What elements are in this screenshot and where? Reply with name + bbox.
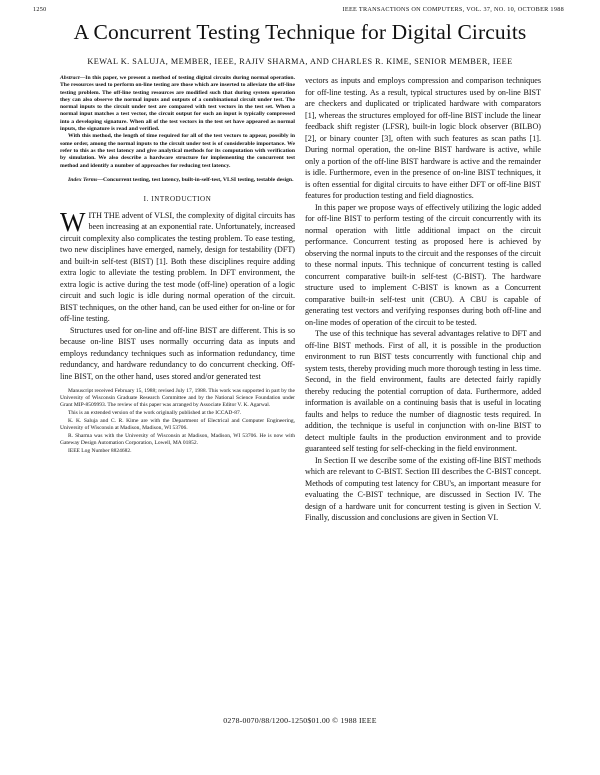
page-number: 1250	[33, 6, 47, 13]
index-terms-text: Concurrent testing, test latency, built-in-self-test, VLSI testing, testable design.	[103, 176, 294, 183]
intro-paragraph-2: Structures used for on-line and off-line BIST are different. This is so because on-line BIST uses normally occurring data as inputs and employs redundancy techniques such as information redundancy, time redundancy, and hardware redundancy to do concurrent checking. Off-line BIST, on the other hand, uses stored and/or generated test	[60, 325, 295, 381]
footnote-4: R. Sharma was with the University of Wisconsin at Madison, Madison, WI 53706. He is now with Gateway Design Automation Corporation, Lowell, MA 01852.	[60, 433, 295, 447]
right-column	[305, 75, 541, 524]
copyright-footer: 0278-0070/88/1200-1250$01.00 © 1988 IEEE	[223, 716, 377, 725]
body-paragraph-continued: vectors as inputs and employs compression and comparison techniques for off-line testing. As a result, typical structures used by on-line BIST are checkers and duplicated or triplicated hardware with comparators [1], whereas the structures employed for off-line BIST include the linear feedback shift register (LFSR), built-in logic block observer (BILBO) [2], or binary counter [3], often with such features as scan paths [1]. During normal operation, the on-line BIST hardware is active, while only a portion of the off-line BIST hardware is active and the remainder is idle. Furthermore, even in the presence of on-line BIST techniques, it is often essential for digital circuits to have either DFT or off-line BIST features for production testing and field diagnostics.	[305, 76, 541, 200]
paper-title: A Concurrent Testing Technique for Digital Circuits	[73, 20, 527, 44]
footnote-3: K. K. Saluja and C. R. Kime are with the Department of Electrical and Computer Engineering, University of Wisconsin at Madison, Madison, WI 53706.	[60, 418, 295, 432]
intro-paragraph-1-text: ITH THE advent of VLSI, the complexity of digital circuits has been increasing at an exponential rate. Unfortunately, increased circuit complexity also complicates the testing problem. To ease testing, two new disciplines have emerged, namely, design for testability (DFT) and built-in self-test (BIST) [1]. Both these disciplines require adding extra logic to alleviate the testing problem. In DFT environment, the extra logic is active during the test mode (off-line) operation of a logic circuit and such logic is idle during normal operation of the circuit. BIST techniques, on the other hand, can be used either for on-line or for off-line testing.	[60, 210, 295, 324]
section-heading-introduction: I. INTRODUCTION	[143, 195, 212, 204]
left-column	[60, 75, 295, 456]
author-line: KEWAL K. SALUJA, MEMBER, IEEE, RAJIV SHARMA, AND CHARLES R. KIME, SENIOR MEMBER, IEEE	[87, 57, 513, 66]
abstract-label: Abstract—	[60, 75, 86, 81]
abstract-paragraph-2: With this method, the length of time required for all of the test vectors to appear, possibly in some order, among the normal inputs to the circuit under test is of considerable importance. We refer to this as the test latency and give analytical methods for its computation with verification by simulation. We also describe a hardware structure for implementing the concurrent test method and identify a number of approaches for reducing test latency.	[60, 133, 295, 169]
intro-paragraph-1	[60, 206, 295, 325]
footnote-5: IEEE Log Number 8824682.	[68, 448, 132, 455]
body-paragraph-4: In Section II we describe some of the existing off-line BIST methods which are relevant to C-BIST. Section III describes the C-BIST concept. Methods of computing test latency for CBU's, an important measure for evaluating the C-BIST technique, are discussed in Section IV. The design of a hardware unit for concurrent testing is given in Section V. Finally, discussion and conclusions are given in Section VI.	[305, 455, 541, 522]
index-terms-label: Index Terms—	[68, 176, 104, 183]
drop-cap: W	[60, 206, 86, 237]
abstract	[60, 75, 295, 170]
footnote-1: Manuscript received February 15, 1988; revised July 17, 1988. This work was supported in part by the University of Wisconsin Graduate Research Committee and by the National Science Foundation under Grant MIP-8509993. The review of this paper was arranged by Associate Editor V. K. Agarwal.	[60, 388, 295, 409]
journal-header: IEEE TRANSACTIONS ON COMPUTERS, VOL. 37, NO. 10, OCTOBER 1988	[342, 6, 564, 13]
footnote-2: This is an extended version of the work originally published at the ICCAD-87.	[68, 410, 242, 417]
abstract-paragraph-1: In this paper, we present a method of testing digital circuits during normal operation. The resources used to perform on-line testing are those which are inserted to alleviate the off-line testing problem. The off-line testing resources are modified such that during system operation they can also observe the normal inputs and outputs of a combinational circuit under test. The normal inputs to the circuit under test are compared with test vectors in the test set. When a normal input matches a test vector, the circuit output for such an input is typically compressed into a developing signature. When all of the test vectors in the test set have appeared as normal inputs, the signature is read and verified.	[60, 75, 295, 133]
body-paragraph-2: In this paper we propose ways of effectively utilizing the logic added for off-line BIST to perform testing of the circuit concurrently with its normal operation with little additional impact on the circuit performance. Concurrent testing as proposed here is achieved by observing the normal inputs to the circuit and the responses of the circuit to these normal inputs. This technique of concurrent testing is called concurrent comparative built-in self-test (C-BIST). The hardware structure used to implement C-BIST is known as a Concurrent comparative built-in self-test unit (CBU). A CBU is capable of generating test vectors and verifying responses during both off-line and on-line modes of operation of the circuit to be tested.	[305, 202, 542, 327]
index-terms	[60, 177, 295, 184]
footnotes	[60, 388, 295, 455]
body-paragraph-3: The use of this technique has several advantages relative to DFT and off-line BIST methods. First of all, it is possible in the production environment to run BIST tests concurrently with functional chip and system tests, thereby providing much more thorough testing in less time. Second, in the field environment, faults are detected fairly rapidly thereby reducing the potential corruption of data. Furthermore, added information is available on a continuing basis that is useful in locating faults and helps to reduce the number of diagnostic tests required. In addition, the technique is useful in conjunction with on-line BIST to detect multiple faults in the production environment and to provide guaranteed self testing for self-checking in the field environment.	[305, 329, 541, 453]
